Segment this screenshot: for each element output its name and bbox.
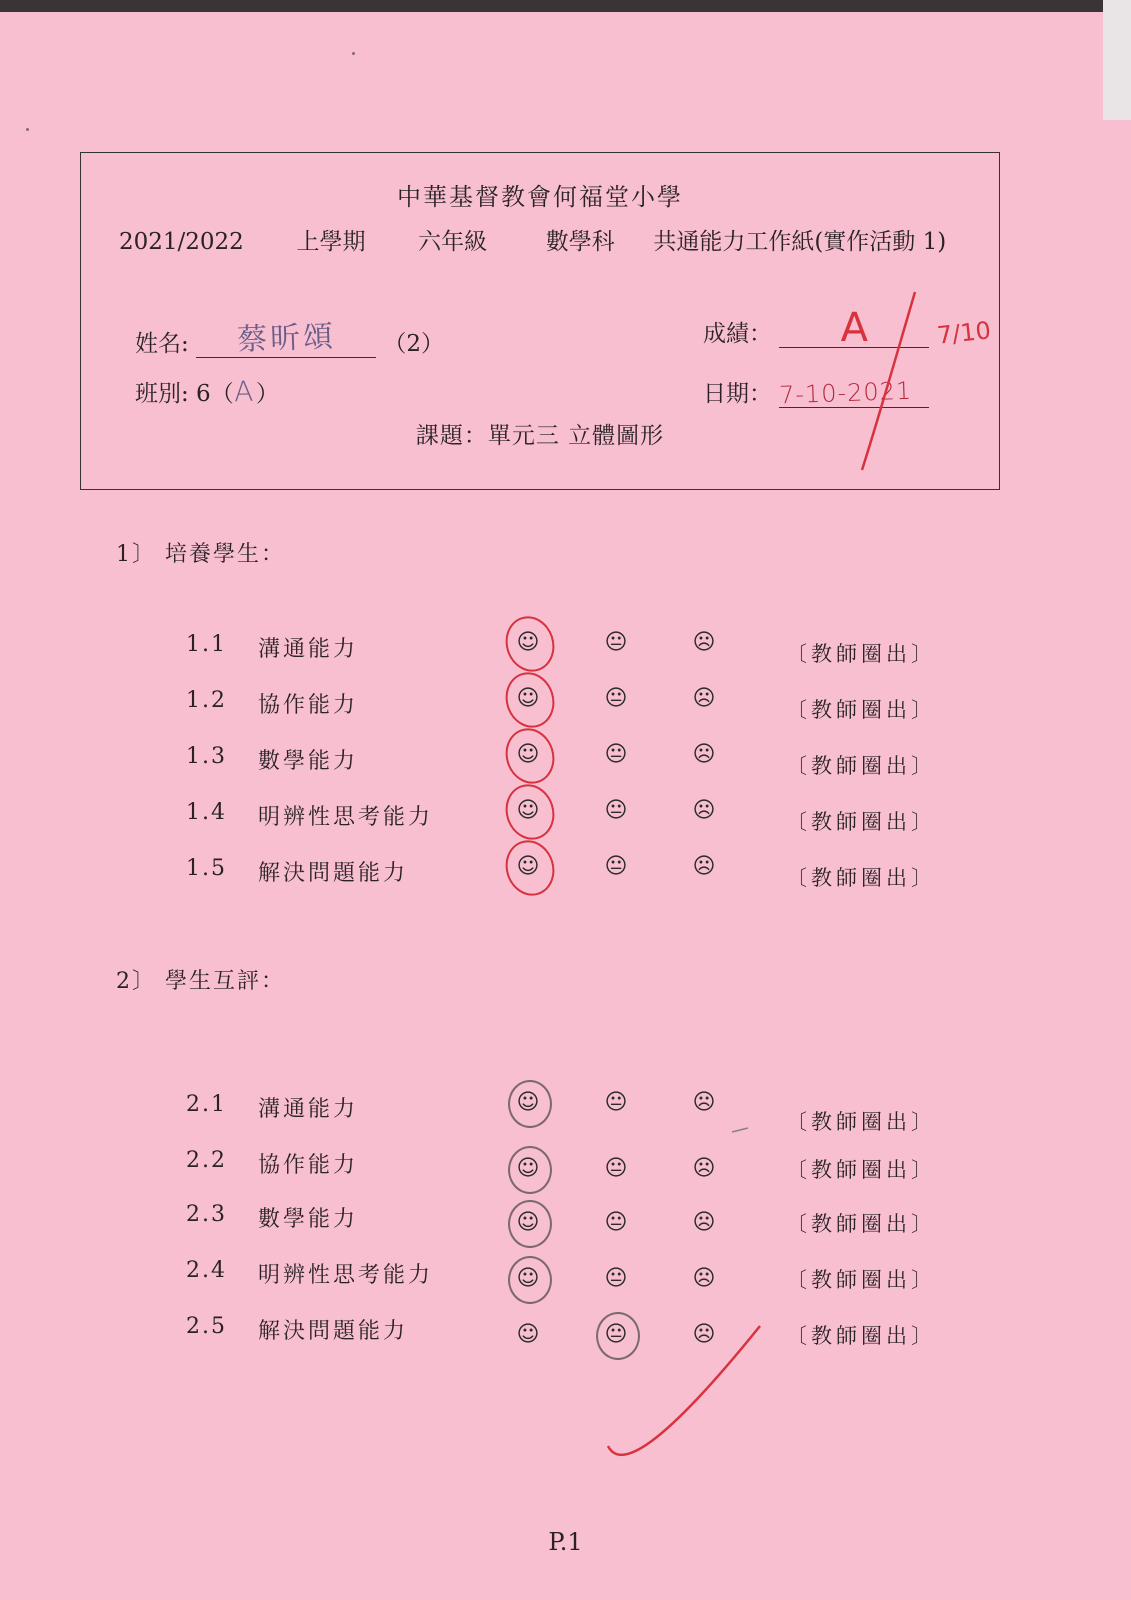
sad-face-icon[interactable]: ☹: [692, 630, 716, 655]
item-label: 數學能力: [258, 749, 359, 774]
neutral-face-icon[interactable]: 😐: [604, 686, 628, 711]
teacher-circle-note: 〔教師圈出〕: [786, 810, 936, 834]
teacher-circle-note: 〔教師圈出〕: [786, 1110, 936, 1134]
item-number: 1.4: [186, 800, 227, 825]
item-label: 協作能力: [258, 693, 359, 718]
score-label: 成績：: [703, 321, 772, 347]
class-close: ）: [255, 381, 279, 407]
happy-face-icon[interactable]: ☺: [508, 686, 548, 711]
teacher-circle-note: 〔教師圈出〕: [786, 1158, 936, 1182]
school-name: 中華基督教會何福堂小學: [397, 183, 683, 211]
neutral-face-icon[interactable]: 😐: [604, 854, 628, 879]
section-1-title: 1〕 培養學生：: [116, 542, 285, 567]
neutral-face-icon[interactable]: 😐: [604, 1210, 628, 1235]
item-number: 2.5: [186, 1314, 227, 1339]
teacher-circle-note: 〔教師圈出〕: [786, 1324, 936, 1348]
date-label: 日期：: [703, 381, 772, 407]
teacher-circle-note: 〔教師圈出〕: [786, 754, 936, 778]
item-number: 2.2: [186, 1148, 227, 1173]
score-fraction: 7/10: [935, 316, 992, 350]
sad-face-icon[interactable]: ☹: [692, 798, 716, 823]
teacher-check-mark: [608, 1326, 760, 1455]
happy-face-icon[interactable]: ☺: [508, 630, 548, 655]
section-2-title: 2〕 學生互評：: [116, 969, 285, 994]
name-label: 姓名:: [135, 331, 189, 357]
pencil-stroke: [732, 1128, 748, 1132]
neutral-face-icon[interactable]: 😐: [604, 630, 628, 655]
neutral-face-icon[interactable]: 😐: [604, 798, 628, 823]
teacher-circle-note: 〔教師圈出〕: [786, 1212, 936, 1236]
item-label: 明辨性思考能力: [258, 1263, 434, 1288]
neutral-face-icon[interactable]: 😐: [604, 742, 628, 767]
item-label: 解決問題能力: [258, 1319, 409, 1344]
item-label: 溝通能力: [258, 1097, 359, 1122]
sad-face-icon[interactable]: ☹: [692, 1156, 716, 1181]
neutral-face-icon[interactable]: 😐: [604, 1156, 628, 1181]
page-number: P.1: [548, 1528, 583, 1556]
item-number: 1.2: [186, 688, 227, 713]
neutral-face-icon[interactable]: 😐: [604, 1090, 628, 1115]
sad-face-icon[interactable]: ☹: [692, 686, 716, 711]
sad-face-icon[interactable]: ☹: [692, 854, 716, 879]
teacher-circle-note: 〔教師圈出〕: [786, 1268, 936, 1292]
happy-face-icon[interactable]: ☺: [508, 854, 548, 879]
grade: 六年級: [418, 229, 488, 255]
class-number: （2）: [383, 331, 445, 357]
class-label: 班別: 6（: [135, 381, 234, 407]
sad-face-icon[interactable]: ☹: [692, 1210, 716, 1235]
student-name: 蔡昕頌: [236, 319, 337, 358]
item-number: 1.5: [186, 856, 227, 881]
item-label: 協作能力: [258, 1153, 359, 1178]
happy-face-icon[interactable]: ☺: [508, 742, 548, 767]
teacher-circle-note: 〔教師圈出〕: [786, 866, 936, 890]
happy-face-icon[interactable]: ☺: [508, 798, 548, 823]
class-letter: A: [233, 374, 257, 409]
worksheet-title: 共通能力工作紙(實作活動 1): [653, 229, 947, 255]
happy-face-icon[interactable]: ☺: [508, 1266, 548, 1291]
sad-face-icon[interactable]: ☹: [692, 1322, 716, 1347]
item-label: 溝通能力: [258, 637, 359, 662]
happy-face-icon[interactable]: ☺: [508, 1210, 548, 1235]
date-value: 7-10-2021: [778, 376, 913, 410]
item-number: 1.3: [186, 744, 227, 769]
subject: 數學科: [545, 229, 615, 255]
sad-face-icon[interactable]: ☹: [692, 1090, 716, 1115]
item-number: 2.1: [186, 1092, 227, 1117]
happy-face-icon[interactable]: ☺: [508, 1156, 548, 1181]
teacher-circle-note: 〔教師圈出〕: [786, 698, 936, 722]
term: 上學期: [296, 229, 366, 255]
item-number: 2.3: [186, 1202, 227, 1227]
happy-face-icon[interactable]: ☺: [508, 1090, 548, 1115]
item-number: 2.4: [186, 1258, 227, 1283]
item-label: 解決問題能力: [258, 861, 409, 886]
teacher-circle-note: 〔教師圈出〕: [786, 642, 936, 666]
sad-face-icon[interactable]: ☹: [692, 742, 716, 767]
sad-face-icon[interactable]: ☹: [692, 1266, 716, 1291]
happy-face-icon[interactable]: ☺: [516, 1322, 540, 1347]
score-grade: A: [840, 305, 868, 351]
item-number: 1.1: [186, 632, 227, 657]
item-label: 數學能力: [258, 1207, 359, 1232]
neutral-face-icon[interactable]: 😐: [596, 1322, 636, 1347]
topic: 課題：單元三 立體圖形: [415, 423, 665, 449]
item-label: 明辨性思考能力: [258, 805, 434, 830]
school-year: 2021/2022: [119, 229, 244, 255]
neutral-face-icon[interactable]: 😐: [604, 1266, 628, 1291]
grade-slash-mark: [862, 292, 915, 470]
